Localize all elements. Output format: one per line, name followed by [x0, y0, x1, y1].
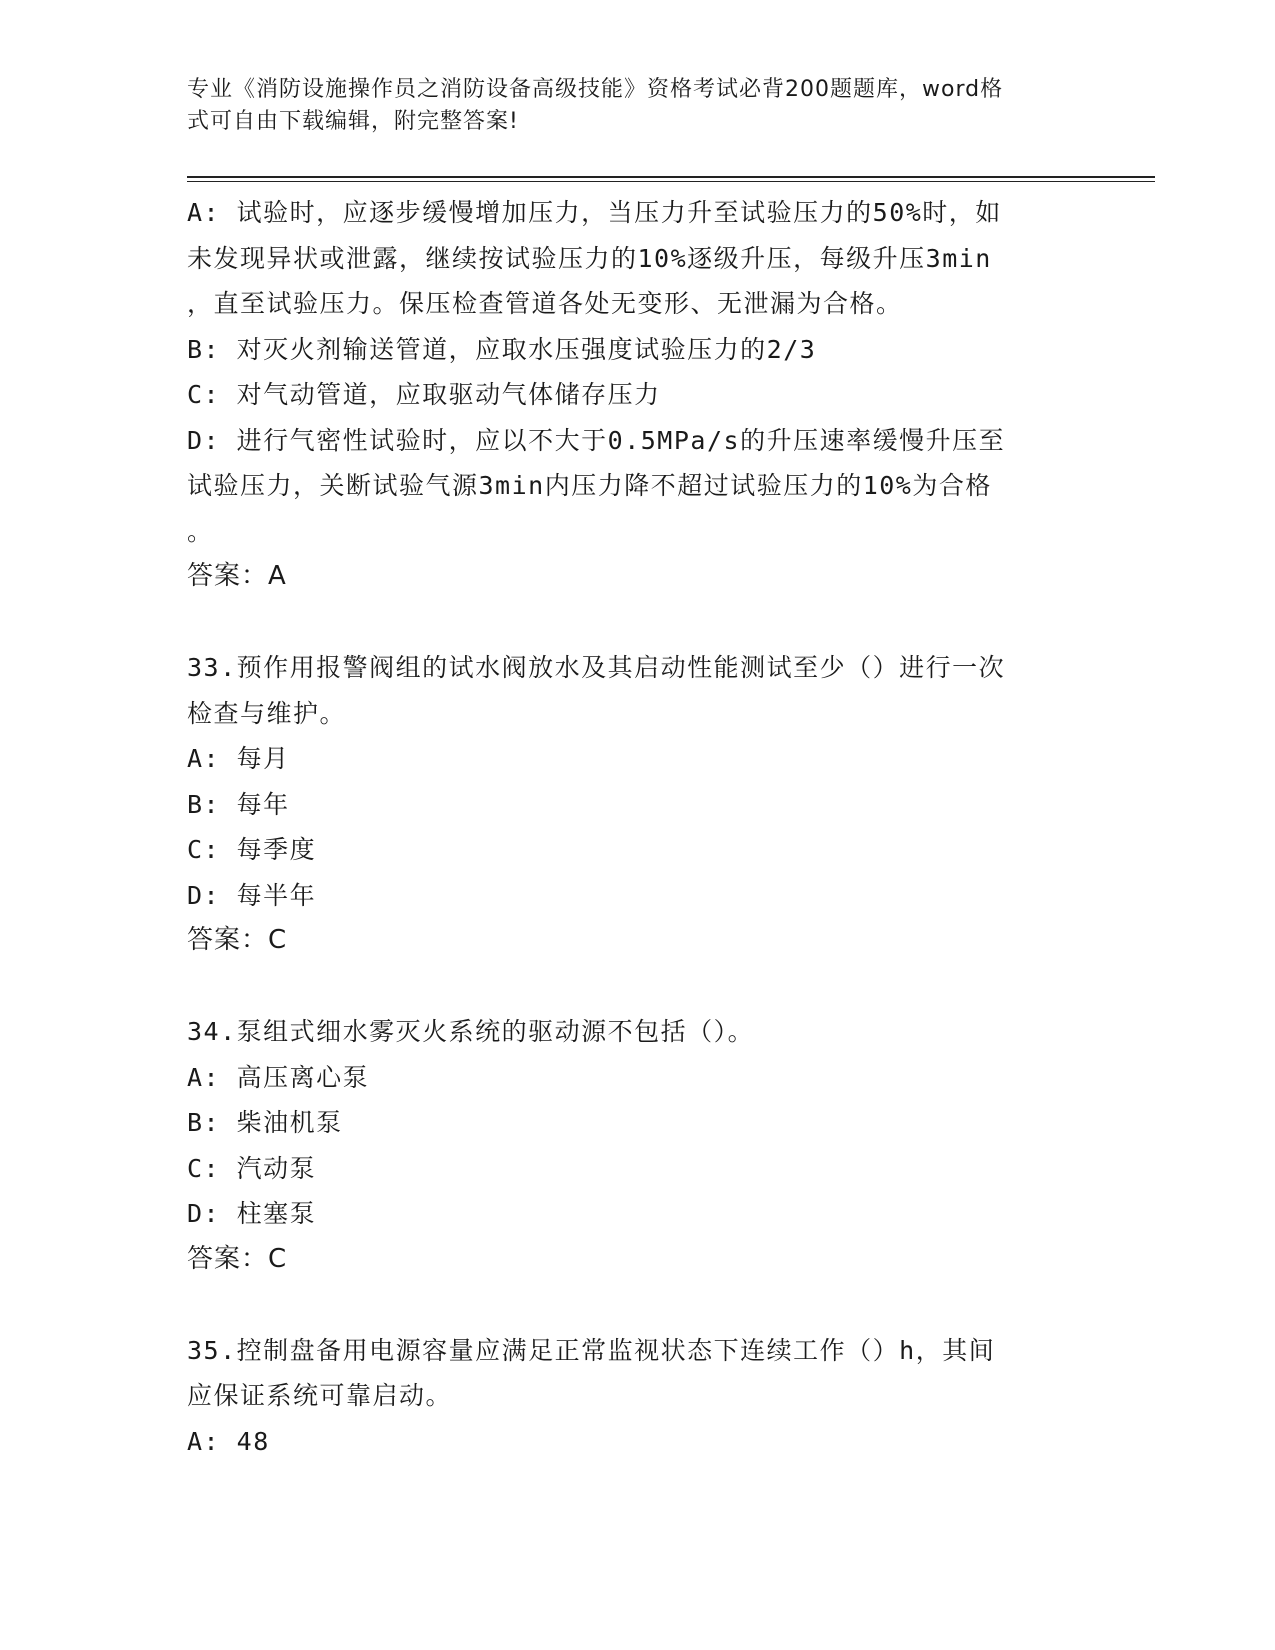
question-stem: 35.控制盘备用电源容量应满足正常监视状态下连续工作（）h，其间 [187, 1335, 996, 1365]
option-d-cont: 试验压力，关断试验气源3min内压力降不超过试验压力的10%为合格 [187, 471, 992, 500]
header-divider-thick [187, 176, 1155, 178]
question-stem: 34.泵组式细水雾灭火系统的驱动源不包括（）。 [187, 1017, 755, 1046]
question-34 [187, 1009, 1067, 1282]
header-divider-thin [187, 181, 1155, 182]
option-d: D: 每半年 [187, 880, 317, 910]
question-35 [187, 1328, 1067, 1465]
option-b: B: 对灭火剂输送管道，应取水压强度试验压力的2/3 [187, 334, 817, 364]
option-a: A: 高压离心泵 [187, 1062, 370, 1092]
question-list [187, 190, 1067, 1464]
option-a-cont: 未发现异状或泄露，继续按试验压力的10%逐级升压，每级升压3min [187, 243, 992, 273]
header-line-1: 专业《消防设施操作员之消防设备高级技能》资格考试必背200题题库，word格 [187, 77, 1004, 102]
answer: 答案：C [187, 1243, 288, 1274]
option-a: A: 每月 [187, 744, 290, 773]
option-c: C: 每季度 [187, 835, 317, 864]
option-a: A: 48 [187, 1426, 270, 1456]
question-33 [187, 645, 1067, 964]
question-stem-cont: 检查与维护。 [187, 698, 347, 728]
option-a: A: 试验时，应逐步缓慢增加压力，当压力升至试验压力的50%时，如 [187, 198, 1002, 227]
header-line-2: 式可自由下载编辑，附完整答案! [187, 109, 519, 134]
option-c: C: 汽动泵 [187, 1153, 317, 1183]
option-d-cont: 。 [187, 516, 214, 546]
option-c: C: 对气动管道，应取驱动气体储存压力 [187, 380, 661, 409]
option-d: D: 柱塞泵 [187, 1199, 317, 1228]
option-d: D: 进行气密性试验时，应以不大于0.5MPa/s的升压速率缓慢升压至 [187, 425, 1006, 455]
option-b: B: 每年 [187, 789, 290, 819]
question-stem-cont: 应保证系统可靠启动。 [187, 1381, 453, 1410]
answer: 答案：A [187, 561, 287, 591]
answer: 答案：C [187, 925, 288, 955]
question-stem: 33.预作用报警阀组的试水阀放水及其启动性能测试至少（）进行一次 [187, 653, 1006, 682]
option-b: B: 柴油机泵 [187, 1108, 343, 1137]
document-header [187, 74, 1067, 138]
option-a-cont: ，直至试验压力。保压检查管道各处无变形、无泄漏为合格。 [187, 289, 903, 318]
question-32 [187, 190, 1067, 600]
